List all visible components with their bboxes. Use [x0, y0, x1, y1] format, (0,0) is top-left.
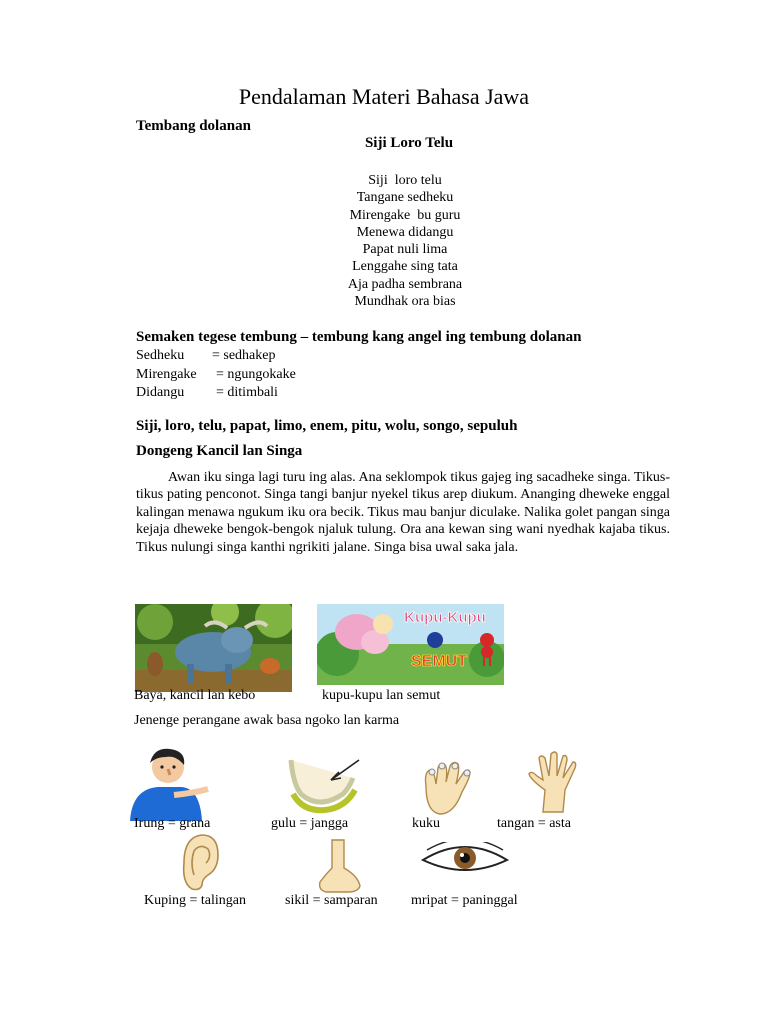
- lyric-line: Mundhak ora bias: [354, 294, 456, 310]
- buffalo-scene-image: [135, 604, 292, 692]
- body-part-label: gulu = jangga: [271, 816, 349, 831]
- story-title: Dongeng Kancil lan Singa: [136, 443, 303, 459]
- logo-text: Kupu-Kupu: [404, 609, 486, 626]
- glossary-meaning: = sedhakep: [212, 348, 276, 363]
- glossary-meaning: = ditimbali: [216, 385, 278, 400]
- glossary-meaning: = ngungokake: [216, 366, 296, 382]
- neck-icon: [283, 754, 363, 816]
- body-parts-heading: Jenenge perangane awak basa ngoko lan karma: [134, 713, 400, 728]
- body-part-label: sikil = samparan: [285, 893, 378, 908]
- body-part-label: tangan = asta: [497, 816, 571, 831]
- lyric-line: Siji loro telu: [368, 173, 442, 188]
- lyric-line: Menewa didangu: [356, 224, 454, 240]
- body-part-label: Kuping = talingan: [144, 893, 246, 908]
- body-part-label: Irung = grana: [134, 816, 211, 831]
- lyric-line: Mirengake bu guru: [349, 207, 461, 223]
- glossary-word: Didangu: [136, 385, 185, 400]
- glossary-word: Sedheku: [136, 348, 185, 363]
- body-part-label: mripat = paninggal: [411, 893, 518, 908]
- image-caption: kupu-kupu lan semut: [322, 688, 441, 703]
- lyric-line: Tangane sedheku: [356, 190, 454, 206]
- foot-icon: [314, 838, 364, 896]
- image-caption: Baya, kancil lan kebo: [134, 688, 256, 703]
- kupu-kupu-semut-image: [317, 604, 504, 685]
- logo-text: SEMUT: [411, 653, 467, 670]
- lyric-line: Lenggahe sing tata: [352, 259, 458, 275]
- eye-icon: [419, 842, 511, 878]
- lyric-line: Aja padha sembrana: [347, 276, 463, 292]
- tembang-heading: Tembang dolanan: [136, 118, 251, 134]
- glossary-word: Mirengake: [136, 366, 197, 382]
- nose-boy-icon: [128, 743, 212, 821]
- song-title: Siji Loro Telu: [364, 135, 454, 151]
- body-part-label: kuku: [412, 816, 440, 831]
- song-lyrics: [0, 172, 768, 310]
- fingernail-hand-icon: [418, 760, 486, 818]
- hand-icon: [527, 750, 583, 814]
- lyric-line: Papat nuli lima: [362, 242, 448, 258]
- semaken-heading: Semaken tegese tembung – tembung kang angel ing tembung dolanan: [136, 329, 582, 345]
- story-text: Awan iku singa lagi turu ing alas. Ana seklompok tikus gajeg ing sacadheke singa. Tikus-tikus pating penconot. Singa tangi banjur nyekel tikus arep diukum. Ananging dheweke enggal kalingan menawa ngukum iku ora becik. Tikus mau banjur diculake. Nalika golet pangan singa kejaja dheweke bengok-bengok njaluk tulung. Ora ana kewan sing wani nyedhak kajaba tikus. Tikus nulungi singa kanthi ngrikiti jalane. Singa bisa uwal saka jala.: [136, 470, 670, 555]
- ear-icon: [180, 833, 220, 891]
- numbers-heading: Siji, loro, telu, papat, limo, enem, pitu, wolu, songo, sepuluh: [136, 418, 518, 434]
- page-title: Pendalaman Materi Bahasa Jawa: [238, 84, 530, 109]
